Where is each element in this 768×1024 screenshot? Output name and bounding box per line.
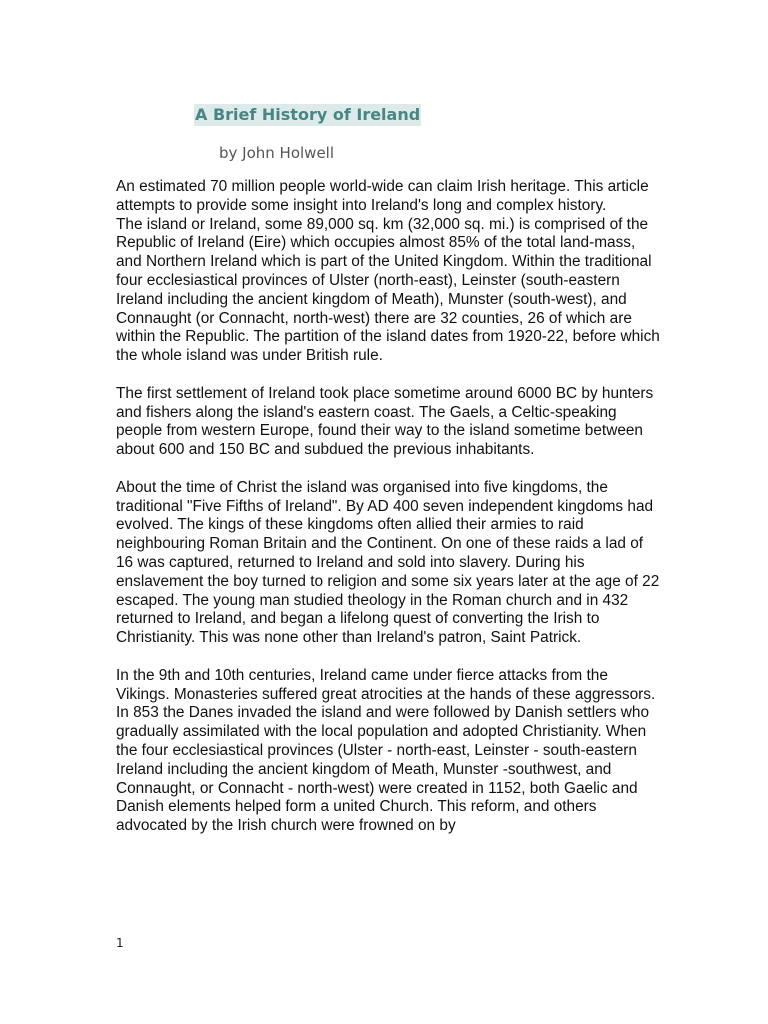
article-body [116,178,664,855]
title-block [194,104,421,128]
paragraph-settlement: The first settlement of Ireland took place sometime around 6000 BC by hunters and fishers along the island's eastern coast. The Gaels, a Celtic-speaking people from western Europe, found their way to the island sometime between about 600 and 150 BC and subdued the previous inhabitants. [116,384,654,459]
document-title: A Brief History of Ireland [195,105,421,124]
page-number: 1 [116,936,124,950]
paragraph-vikings: In the 9th and 10th centuries, Ireland came under fierce attacks from the Vikings. Monasteries suffered great atrocities at the hands of these aggressors. In 853 the Danes invaded the island and were followed by Danish settlers who gradually assimilated with the local population and adopted Christianity. When the four ecclesiastical provinces (Ulster - north-east, Leinster - south-eastern Ireland including the ancient kingdom of Meath, Munster -southwest, and Connaught, or Connacht - north-west) were created in 1152, both Gaelic and Danish elements helped form a united Church. This reform, and others advocated by the Irish church were frowned on by [116,666,656,835]
paragraph-intro: An estimated 70 million people world-wide can claim Irish heritage. This article attempts to provide some insight into Ireland's long and complex history. [116,178,649,214]
author-byline: by John Holwell [219,144,335,162]
paragraph-kingdoms: About the time of Christ the island was organised into five kingdoms, the traditional "Five Fifths of Ireland". By AD 400 seven independent kingdoms had evolved. The kings of these kingdoms often allied their armies to raid neighbouring Roman Britain and the Continent. On one of these raids a lad of 16 was captured, returned to Ireland and sold into slavery. During his enslavement the boy turned to religion and some six years later at the age of 22 escaped. The young man studied theology in the Roman church and in 432 returned to Ireland, and began a lifelong quest of converting the Irish to Christianity. This was none other than Ireland's patron, Saint Patrick. [116,478,660,647]
paragraph-geography: The island or Ireland, some 89,000 sq. km (32,000 sq. mi.) is comprised of the Republic of Ireland (Eire) which occupies almost 85% of the total land-mass, and Northern Ireland which is part of the United Kingdom. Within the traditional four ecclesiastical provinces of Ulster (north-east), Leinster (south-eastern Ireland including the ancient kingdom of Meath), Munster (south-west), and Connaught (or Connacht, north-west) there are 32 counties, 26 of which are within the Republic. The partition of the island dates from 1920-22, before which the whole island was under British rule. [116,215,660,365]
